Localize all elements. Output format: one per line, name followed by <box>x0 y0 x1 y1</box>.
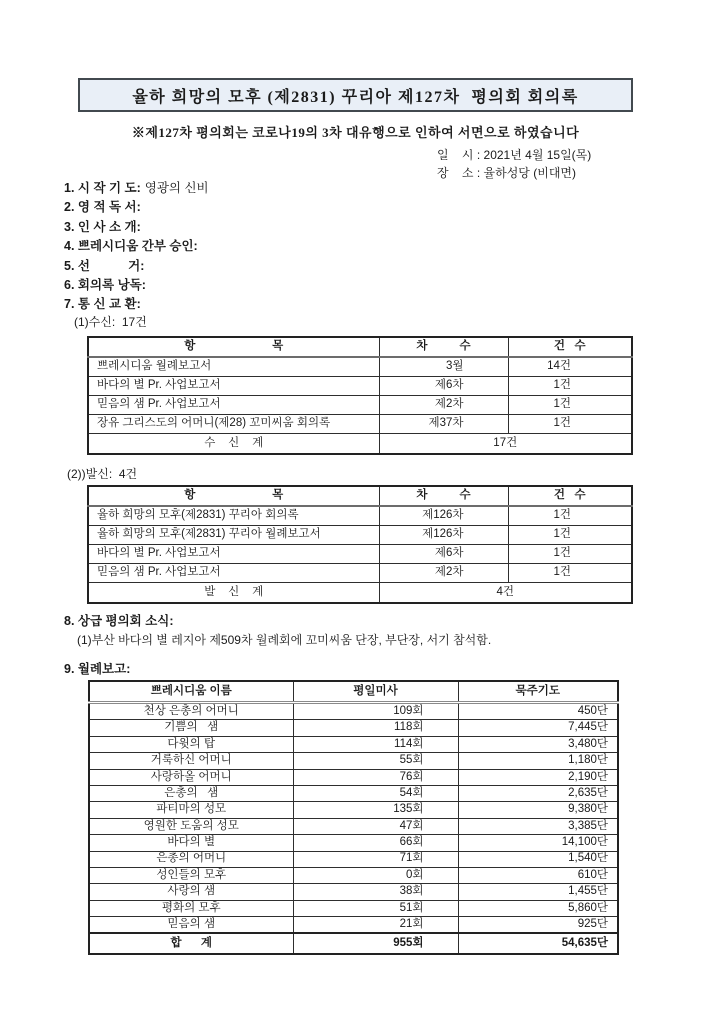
received-table <box>87 336 633 455</box>
table-row: 사랑의 샘 38회 1,455단 <box>89 884 618 900</box>
table-row: 율하 희망의 모후(제2831) 꾸리아 월례보고서 제126차 1건 <box>88 526 632 545</box>
meeting-meta <box>437 146 591 182</box>
col-session: 차 수 <box>379 337 508 357</box>
covid-notice: ※제127차 평의회는 코로나19의 3차 대유행으로 인하여 서면으로 하였습니다 <box>131 125 580 140</box>
table-row: 성인들의 모후 0회 610단 <box>89 867 618 883</box>
table-row: 평화의 모후 51회 5,860단 <box>89 900 618 916</box>
page-title: 율하 희망의 모후 (제2831) 꾸리아 제127차 평의회 회의록 <box>132 88 579 106</box>
table-header-row <box>89 681 618 703</box>
agenda-item-1: 1. 시 작 기 도: 영광의 신비 <box>64 181 209 195</box>
agenda-item-7: 7. 통 신 교 환: <box>64 297 141 312</box>
table-row: 장유 그리스도의 어머니(제28) 꼬미씨움 회의록 제37차 1건 <box>88 415 632 434</box>
agenda-item-5: 5. 선 거: <box>64 258 145 273</box>
col-item: 항 목 <box>88 486 379 506</box>
upper-council-item: (1)부산 바다의 별 레지아 제509차 월례회에 꼬미씨움 단장, 부단장, 서기 참석함. <box>77 633 492 647</box>
agenda-item-2: 2. 영 적 독 서: <box>64 200 141 215</box>
table-row: 믿음의 샘 21회 925단 <box>89 917 618 934</box>
table-row: 믿음의 샘 Pr. 사업보고서 제2차 1건 <box>88 564 632 583</box>
table-row: 거룩하신 어머니 55회 1,180단 <box>89 753 618 769</box>
table-row: 바다의 별 Pr. 사업보고서 제6차 1건 <box>88 377 632 396</box>
agenda-item-3: 3. 인 사 소 개: <box>64 219 141 234</box>
col-praesidium-name: 쁘레시디움 이름 <box>89 681 293 703</box>
table-row: 기쁨의 샘 118회 7,445단 <box>89 720 618 736</box>
table-total-row: 수 신 계 17건 <box>88 434 632 455</box>
col-weekday-mass: 평일미사 <box>293 681 458 703</box>
monthly-report-heading: 9. 월례보고: <box>64 662 131 676</box>
col-item: 항 목 <box>88 337 379 357</box>
upper-council-heading: 8. 상급 평의회 소식: <box>64 614 174 628</box>
table-row: 파티마의 성모 135회 9,380단 <box>89 802 618 818</box>
table-header-row <box>88 486 632 506</box>
table-row: 바다의 별 Pr. 사업보고서 제6차 1건 <box>88 545 632 564</box>
table-total-row: 합 계 955회 54,635단 <box>89 933 618 954</box>
title-box <box>78 78 633 112</box>
table-row: 영원한 도움의 성모 47회 3,385단 <box>89 818 618 834</box>
agenda-list <box>64 179 209 315</box>
col-count: 건 수 <box>508 337 632 357</box>
table-row: 바다의 별 66회 14,100단 <box>89 835 618 851</box>
sent-table <box>87 485 633 604</box>
table-row: 율하 희망의 모후(제2831) 꾸리아 회의록 제126차 1건 <box>88 506 632 526</box>
monthly-report-table <box>88 680 619 955</box>
sent-caption: (2))발신: 4건 <box>67 467 138 481</box>
agenda-item-6: 6. 회의록 낭독: <box>64 278 146 293</box>
table-row: 천상 은총의 어머니 109회 450단 <box>89 703 618 720</box>
agenda-item-4: 4. 쁘레시디움 간부 승인: <box>64 239 198 254</box>
table-header-row <box>88 337 632 357</box>
meeting-place: 장 소 : 율하성당 (비대면) <box>437 166 576 180</box>
col-session: 차 수 <box>379 486 508 506</box>
table-row: 은총의 샘 54회 2,635단 <box>89 785 618 801</box>
table-row: 믿음의 샘 Pr. 사업보고서 제2차 1건 <box>88 396 632 415</box>
col-rosary: 묵주기도 <box>458 681 618 703</box>
col-count: 건 수 <box>508 486 632 506</box>
table-row: 사랑하올 어머니 76회 2,190단 <box>89 769 618 785</box>
meeting-date: 일 시 : 2021년 4월 15일(목) <box>437 148 592 162</box>
table-row: 쁘레시디움 월례보고서 3월 14건 <box>88 357 632 377</box>
received-caption: (1)수신: 17건 <box>74 315 147 329</box>
table-row: 은총의 어머니 71회 1,540단 <box>89 851 618 867</box>
table-total-row: 발 신 계 4건 <box>88 583 632 604</box>
table-row: 다윗의 탑 114회 3,480단 <box>89 736 618 752</box>
